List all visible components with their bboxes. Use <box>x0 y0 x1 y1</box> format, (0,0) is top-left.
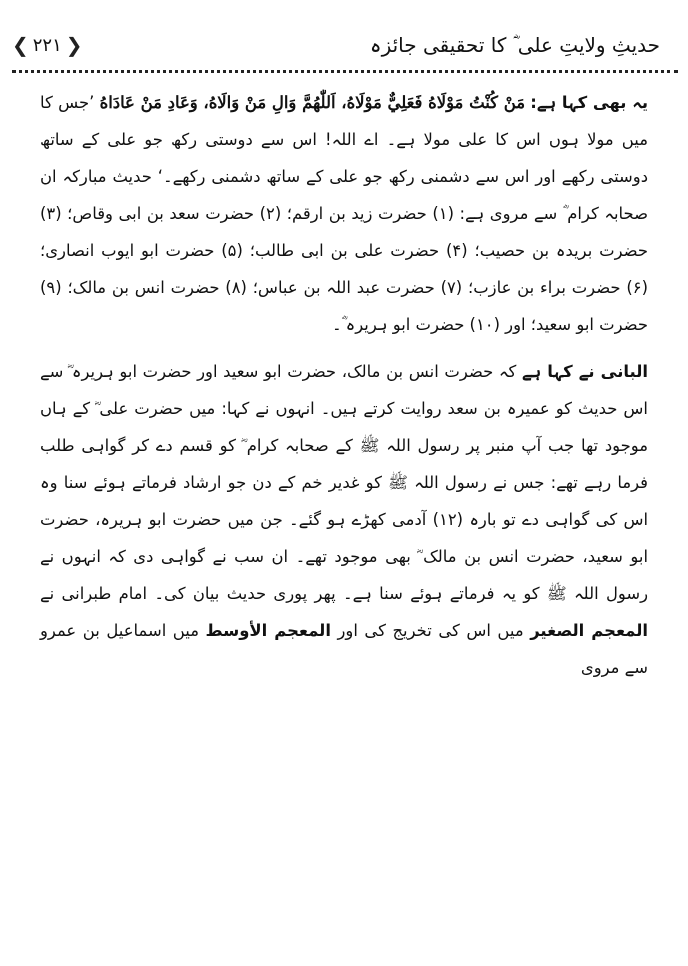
left-ornament-icon: ❮ <box>12 33 29 57</box>
paragraph-text: ’جس کا میں مولا ہوں اس کا علی مولا ہے۔ اے اللہ! اس سے دوستی رکھ جو علی کے ساتھ دوستی رکھے اور اس سے دشمنی رکھ جو علی کے ساتھ دشمنی رکھے۔‘ حدیث مبارکہ ان صحابہ کرام ؓ سے مروی ہے: (۱) حضرت زید بن ارقم؛ (۲) حضرت سعد بن ابی وقاص؛ (۳) حضرت بریدہ بن حصیب؛ (۴) حضرت علی بن ابی طالب؛ (۵) حضرت ابو ایوب انصاری؛ (۶) حضرت براء بن عازب؛ (۷) حضرت عبد اللہ بن عباس؛ (۸) حضرت انس بن مالک؛ (۹) حضرت ابو سعید؛ اور (۱۰) حضرت ابو ہریرہ ؓ۔ <box>40 93 649 334</box>
page-number: ۲۲۱ <box>32 34 62 56</box>
arabic-quotation: مَنْ كُنْتُ مَوْلَاهُ فَعَلِيٌّ مَوْلَاهُ، اَللّٰهُمَّ وَالِ مَنْ وَالَاهُ، وَعَادِ مَنْ عَادَاهُ <box>99 93 525 112</box>
paragraph-text: میں اس کی تخریج کی اور <box>330 621 531 640</box>
page-number-box <box>12 35 83 56</box>
page-header <box>12 22 660 68</box>
page-body <box>40 84 648 958</box>
paragraph <box>40 353 648 686</box>
book-title: المعجم الأوسط <box>205 621 331 640</box>
header-divider <box>12 70 678 73</box>
paragraph-lead: البانی نے کہا ہے <box>521 362 649 381</box>
running-title: حدیثِ ولایتِ علی ؓ کا تحقیقی جائزہ <box>369 33 660 57</box>
right-ornament-icon: ❯ <box>65 33 83 57</box>
paragraph-text: کہ حضرت انس بن مالک، حضرت ابو سعید اور حضرت ابو ہریرہ ؓ سے اس حدیث کو عمیرہ بن سعد روایت کرتے ہیں۔ انہوں نے کہا: میں حضرت علی ؓ کے ہاں موجود تھا جب آپ منبر پر رسول اللہ ﷺ کے صحابہ کرام ؓ کو قسم دے کر گواہی طلب فرما رہے تھے: جس نے رسول اللہ ﷺ کو غدیر خم کے دن جو ارشاد فرماتے ہوئے سنا وہ اس کی گواہی دے تو بارہ (۱۲) آدمی کھڑے ہو گئے۔ جن میں حضرت ابو ہریرہ، حضرت ابو سعید، حضرت انس بن مالک ؓ بھی موجود تھے۔ ان سب نے گواہی دی کہ انہوں نے رسول اللہ ﷺ کو یہ فرماتے ہوئے سنا ہے۔ پھر پوری حدیث بیان کی۔ امام طبرانی نے <box>40 362 649 603</box>
paragraph-text: میں اسماعیل بن عمرو سے مروی <box>40 621 648 677</box>
paragraph <box>40 84 648 343</box>
book-title: المعجم الصغیر <box>530 621 648 640</box>
paragraph-lead: یہ بھی کہا ہے: <box>530 93 648 112</box>
